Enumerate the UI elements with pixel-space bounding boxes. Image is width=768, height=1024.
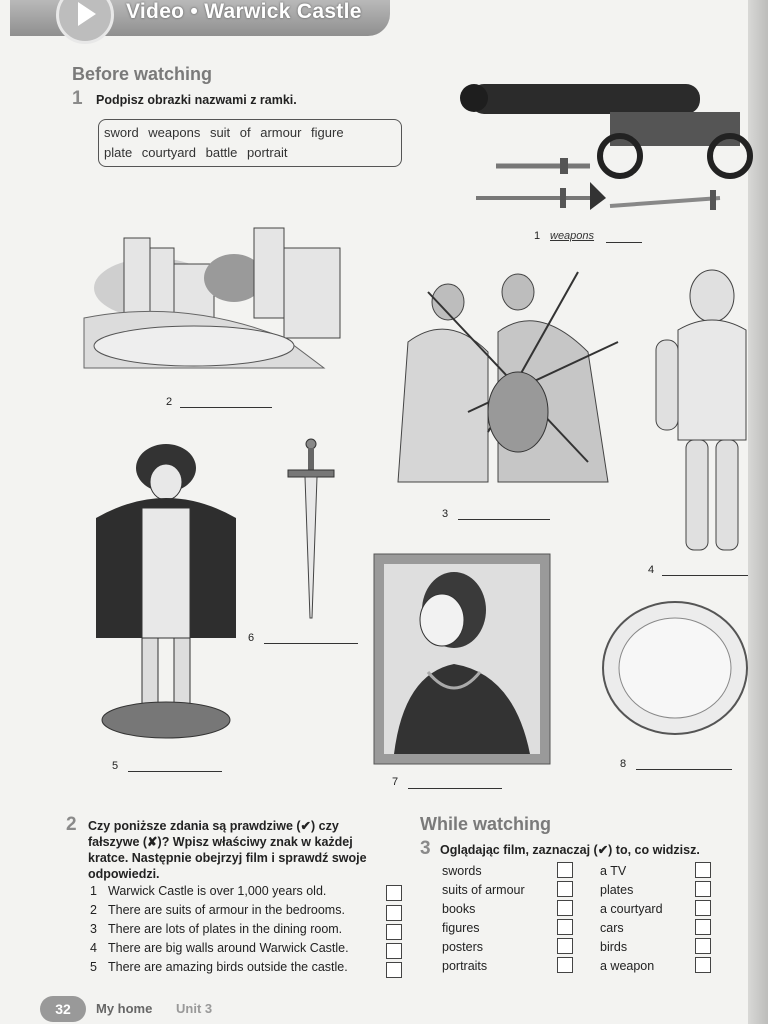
watch-checkbox-plates[interactable]	[695, 881, 711, 897]
watch-checkbox-courtyard[interactable]	[695, 900, 711, 916]
exercise-3-instruction: Oglądając film, zaznaczaj (✔) to, co widzisz.	[440, 843, 700, 857]
watch-checkbox-birds[interactable]	[695, 938, 711, 954]
watch-item-weapon: a weapon	[600, 959, 655, 973]
statement-4-checkbox[interactable]	[386, 943, 402, 959]
statement-1-checkbox[interactable]	[386, 885, 402, 901]
word-box-line-2: plate courtyard battle portrait	[104, 145, 288, 160]
picture-1-answer: weapons	[550, 230, 595, 242]
footer-section: My home	[96, 1001, 153, 1016]
courtyard-illustration	[84, 218, 344, 368]
watch-item-plates: plates	[600, 883, 634, 897]
watch-checkbox-suits-of-armour[interactable]	[557, 881, 573, 897]
exercise-2-instruction-line-2: fałszywe (✘)? Wpisz właściwy znak w każdej	[88, 835, 353, 849]
watch-checkbox-posters[interactable]	[557, 938, 573, 954]
watch-checkbox-cars[interactable]	[695, 919, 711, 935]
watch-checkbox-swords[interactable]	[557, 862, 573, 878]
watch-item-swords: swords	[442, 864, 482, 878]
play-icon	[56, 0, 114, 44]
watch-item-suits-of-armour: suits of armour	[442, 883, 525, 897]
statement-3-text: There are lots of plates in the dining room.	[108, 922, 343, 936]
plate-illustration	[600, 598, 750, 738]
picture-7-number: 7	[392, 776, 399, 788]
suit-of-armour-illustration	[650, 270, 750, 560]
exercise-1-instruction: Podpisz obrazki nazwami z ramki.	[96, 93, 297, 107]
word-box-line-1: sword weapons suit of armour figure	[104, 125, 344, 140]
statement-5-number: 5	[90, 960, 97, 974]
statement-2-number: 2	[90, 903, 97, 917]
watch-checkbox-tv[interactable]	[695, 862, 711, 878]
while-watching-heading: While watching	[420, 814, 552, 834]
picture-1-number: 1	[534, 230, 541, 242]
king-figure-illustration	[86, 438, 246, 750]
watch-checkbox-figures[interactable]	[557, 919, 573, 935]
watch-item-cars: cars	[600, 921, 624, 935]
statement-3-number: 3	[90, 922, 97, 936]
picture-2-number: 2	[166, 396, 173, 408]
exercise-3-number: 3	[420, 838, 431, 859]
picture-7-answer-line[interactable]	[408, 788, 502, 789]
picture-4-answer-line[interactable]	[662, 575, 748, 576]
statement-3-checkbox[interactable]	[386, 924, 402, 940]
watch-item-tv: a TV	[600, 864, 627, 878]
statement-1-text: Warwick Castle is over 1,000 years old.	[108, 884, 327, 898]
footer-unit: Unit 3	[176, 1001, 213, 1016]
before-watching-heading: Before watching	[72, 64, 213, 84]
sword-illustration	[288, 438, 338, 620]
picture-3-number: 3	[442, 508, 449, 520]
header-banner	[10, 0, 390, 36]
exercise-1-number: 1	[72, 88, 83, 109]
picture-4-number: 4	[648, 564, 655, 576]
watch-checkbox-portraits[interactable]	[557, 957, 573, 973]
statement-1-number: 1	[90, 884, 97, 898]
watch-item-posters: posters	[442, 940, 483, 954]
weapons-illustration	[460, 78, 750, 218]
picture-2-answer-line[interactable]	[180, 407, 272, 408]
watch-checkbox-books[interactable]	[557, 900, 573, 916]
statement-4-text: There are big walls around Warwick Castle.	[108, 941, 349, 955]
picture-3-answer-line[interactable]	[458, 519, 550, 520]
exercise-2-number: 2	[66, 814, 77, 835]
exercise-2-instruction-line-3: kratce. Następnie obejrzyj film i sprawdź swoje	[88, 851, 367, 865]
picture-1-answer-line	[606, 242, 642, 243]
watch-item-portraits: portraits	[442, 959, 488, 973]
statement-2-checkbox[interactable]	[386, 905, 402, 921]
exercise-2-instruction-line-4: odpowiedzi.	[88, 867, 160, 881]
portrait-illustration	[374, 554, 552, 766]
statement-5-checkbox[interactable]	[386, 962, 402, 978]
watch-item-books: books	[442, 902, 476, 916]
picture-8-answer-line[interactable]	[636, 769, 732, 770]
picture-6-answer-line[interactable]	[264, 643, 358, 644]
exercise-2-instruction-line-1: Czy poniższe zdania są prawdziwe (✔) czy	[88, 819, 339, 833]
statement-4-number: 4	[90, 941, 97, 955]
picture-5-number: 5	[112, 760, 119, 772]
picture-6-number: 6	[248, 632, 255, 644]
header-title: Video • Warwick Castle	[126, 0, 362, 23]
page-number: 32	[40, 996, 86, 1022]
watch-item-courtyard: a courtyard	[600, 902, 663, 916]
statement-5-text: There are amazing birds outside the castle.	[108, 960, 348, 974]
picture-5-answer-line[interactable]	[128, 771, 222, 772]
battle-illustration	[388, 262, 628, 492]
picture-8-number: 8	[620, 758, 627, 770]
watch-item-birds: birds	[600, 940, 628, 954]
watch-item-figures: figures	[442, 921, 480, 935]
watch-checkbox-weapon[interactable]	[695, 957, 711, 973]
statement-2-text: There are suits of armour in the bedrooms.	[108, 903, 345, 917]
